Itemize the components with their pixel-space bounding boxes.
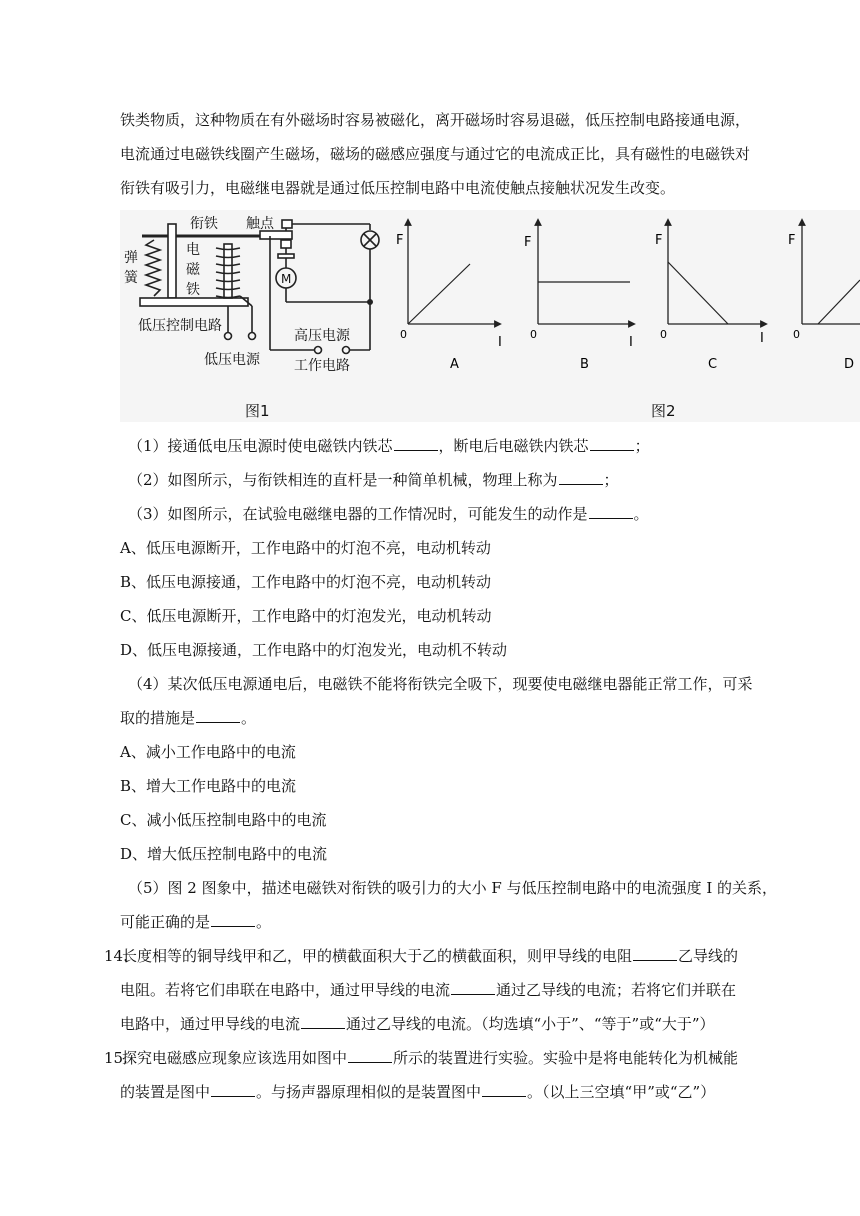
label-low-power: 低压电源 (204, 352, 260, 368)
answer-blank[interactable] (590, 436, 634, 451)
graph-b (524, 222, 633, 372)
q13-part-2 (128, 470, 619, 490)
graph-a-name: A (450, 357, 459, 372)
q15-l2-text-c: 。（以上三空填“甲”或“乙”） (527, 1083, 716, 1101)
q13-part-5-line-1: （5）图 2 图象中，描述电磁铁对衔铁的吸引力的大小 F 与低压控制电路中的电流强度 I 的关系， (128, 879, 778, 897)
q13-p5-text-b: 可能正确的是 (120, 913, 211, 931)
figure-2-caption: 图2 (651, 402, 676, 420)
q13-p4-text-b: 取的措施是 (120, 709, 196, 727)
q13-p3-option-a: A、低压电源断开，工作电路中的灯泡不亮，电动机转动 (120, 539, 491, 557)
graph-c-line (668, 262, 728, 324)
q13-p4-text-c: 。 (241, 709, 257, 727)
graph-b-name: B (580, 357, 589, 372)
q14-l1-text-a: 长度相等的铜导线甲和乙，甲的横截面积大于乙的横截面积，则甲导线的电阻 (122, 947, 633, 965)
q13-p4-option-b: B、增大工作电路中的电流 (120, 777, 297, 795)
answer-blank[interactable] (589, 504, 633, 519)
graph-d-origin: 0 (793, 328, 800, 341)
intro-line-1: 铁类物质，这种物质在有外磁场时容易被磁化，离开磁场时容易退磁，低压控制电路接通电源， (120, 111, 751, 129)
label-spring-1: 弹 (124, 250, 138, 266)
q15-l2-text-a: 的装置是图中 (120, 1083, 211, 1101)
graph-d-name: D (844, 357, 855, 372)
q14-l2-text-a: 电阻。若将它们串联在电路中，通过甲导线的电流 (120, 981, 451, 999)
q15-l1-text-b: 所示的装置进行实验。实验中是将电能转化为机械能 (393, 1049, 739, 1067)
q15-line-1 (122, 1048, 738, 1068)
label-magnet-2: 磁 (186, 262, 200, 278)
label-armature: 衔铁 (190, 216, 218, 232)
answer-blank[interactable] (394, 436, 438, 451)
q13-part-4-line-1: （4）某次低压电源通电后，电磁铁不能将衔铁完全吸下，现要使电磁继电器能正常工作，可采 (128, 675, 753, 693)
q13-p3-text-a: （3）如图所示，在试验电磁继电器的工作情况时，可能发生的动作是 (128, 505, 588, 523)
q13-p1-text-a: （1）接通低电压电源时使电磁铁内铁芯 (128, 437, 393, 455)
q14-line-2 (120, 980, 736, 1000)
q14-l3-text-b: 通过乙导线的电流。（均选填“小于”、“等于”或“大于”） (346, 1015, 715, 1033)
graph-c (655, 222, 764, 372)
graph-c-name: C (708, 357, 718, 372)
label-high-power: 高压电源 (294, 328, 350, 344)
q13-p3-option-d: D、低压电源接通，工作电路中的灯泡发光，电动机不转动 (120, 641, 508, 659)
graph-a (396, 222, 502, 372)
q13-p1-text-b: ，断电后电磁铁内铁芯 (438, 437, 589, 455)
graph-a-line (408, 264, 470, 324)
figure-2-graphs (392, 214, 860, 380)
q13-part-1 (128, 436, 650, 456)
answer-blank[interactable] (348, 1048, 392, 1063)
q13-p3-text-b: 。 (633, 505, 649, 523)
q14-number: 14. (104, 947, 128, 965)
graph-b-x-label: I (629, 335, 633, 350)
label-magnet-1: 电 (186, 242, 200, 258)
graph-c-x-label: I (760, 331, 764, 346)
graph-b-origin: 0 (530, 328, 537, 341)
q13-p2-text-b: ； (603, 471, 619, 489)
q13-p5-text-c: 。 (256, 913, 272, 931)
q15-number: 15. (104, 1049, 128, 1067)
label-control-circuit: 低压控制电路 (138, 318, 222, 334)
label-contact: 触点 (246, 216, 274, 232)
q13-p1-text-c: ； (634, 437, 650, 455)
answer-blank[interactable] (451, 980, 495, 995)
q13-part-4-line-2 (120, 708, 256, 728)
graph-c-origin: 0 (660, 328, 667, 341)
q14-l1-text-b: 乙导线的 (678, 947, 739, 965)
graph-a-y-label: F (396, 233, 404, 248)
intro-line-2: 电流通过电磁铁线圈产生磁场，磁场的磁感应强度与通过它的电流成正比，具有磁性的电磁铁对 (120, 145, 751, 163)
q13-part-5-line-2 (120, 912, 271, 932)
q15-l1-text-a: 探究电磁感应现象应该选用如图中 (122, 1049, 348, 1067)
label-work-circuit: 工作电路 (294, 358, 350, 374)
graph-c-y-label: F (655, 233, 663, 248)
q13-p4-option-c: C、减小低压控制电路中的电流 (120, 811, 327, 829)
answer-blank[interactable] (301, 1014, 345, 1029)
graph-d-y-label: F (788, 233, 796, 248)
q13-p3-option-b: B、低压电源接通，工作电路中的灯泡不亮，电动机转动 (120, 573, 492, 591)
q13-p4-option-a: A、减小工作电路中的电流 (120, 743, 296, 761)
q14-line-1 (122, 946, 738, 966)
q15-l2-text-b: 。与扬声器原理相似的是装置图中 (256, 1083, 482, 1101)
answer-blank[interactable] (633, 946, 677, 961)
answer-blank[interactable] (211, 912, 255, 927)
graph-b-y-label: F (524, 235, 532, 250)
graph-d (788, 222, 860, 372)
q13-p3-option-c: C、低压电源断开，工作电路中的灯泡发光，电动机转动 (120, 607, 492, 625)
q14-line-3 (120, 1014, 715, 1034)
graph-a-origin: 0 (400, 328, 407, 341)
q13-p4-option-d: D、增大低压控制电路中的电流 (120, 845, 328, 863)
answer-blank[interactable] (196, 708, 240, 723)
answer-blank[interactable] (211, 1082, 255, 1097)
answer-blank[interactable] (559, 470, 603, 485)
graph-d-line (818, 280, 860, 324)
label-spring-2: 簧 (124, 270, 138, 286)
label-magnet-3: 铁 (186, 282, 200, 298)
figure-1-relay-diagram (120, 210, 400, 380)
q15-line-2 (120, 1082, 715, 1102)
q14-l2-text-b: 通过乙导线的电流；若将它们并联在 (496, 981, 737, 999)
motor-label: M (281, 272, 292, 286)
intro-line-3: 衔铁有吸引力，电磁继电器就是通过低压控制电路中电流使触点接触状况发生改变。 (120, 179, 676, 197)
q13-part-3 (128, 504, 649, 524)
figure-1-caption: 图1 (245, 402, 270, 420)
answer-blank[interactable] (482, 1082, 526, 1097)
q13-p2-text-a: （2）如图所示，与衔铁相连的直杆是一种简单机械，物理上称为 (128, 471, 558, 489)
q14-l3-text-a: 电路中，通过甲导线的电流 (120, 1015, 301, 1033)
graph-a-x-label: I (498, 335, 502, 350)
